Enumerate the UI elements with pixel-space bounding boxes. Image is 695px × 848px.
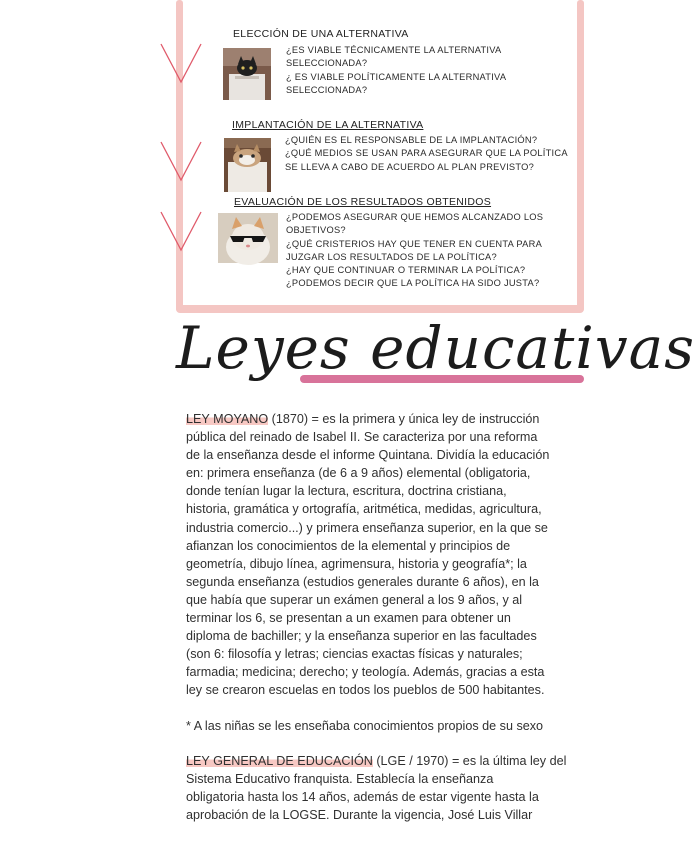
question-line: ¿HAY QUE CONTINUAR O TERMINAR LA POLÍTICA? <box>286 265 526 276</box>
question-line: ¿QUÉ CRISTERIOS HAY QUE TENER EN CUENTA PARA <box>286 238 543 249</box>
paragraph-line: afianzan los conocimientos de la elemental y principios de <box>186 538 511 553</box>
page-heading: Leyes educativas <box>176 314 695 382</box>
paragraph-line: donde tenían lugar la lectura, escritura, doctrina cristiana, <box>186 484 507 499</box>
footnote: * A las niñas se les enseñaba conocimientos propios de su sexo <box>186 719 544 733</box>
paragraph-line: obligatoria hasta los 14 años, además de estar vigente hasta la <box>186 790 539 805</box>
cat-photo-1 <box>223 48 271 100</box>
paragraph-line: historia, gramática y ortografía, aritmética, medidas, agricultura, <box>186 502 542 517</box>
chevron-down-icon <box>158 138 204 184</box>
question-line: ¿PODEMOS ASEGURAR QUE HEMOS ALCANZADO LOS <box>286 212 544 222</box>
paragraph-line: Sistema Educativo franquista. Establecía la enseñanza <box>186 772 494 787</box>
cat-photo-2 <box>224 138 271 192</box>
section-questions-implantacion <box>285 134 568 174</box>
section-questions-evaluacion <box>286 211 543 291</box>
paragraph-line: de la enseñanza desde el informe Quintana. Dividía la educación <box>186 448 550 463</box>
paragraph-line: segunda enseñanza (estudios generales durante 6 años), en la <box>186 574 539 589</box>
paragraph-line: (son 6: filosofía y letras; ciencias exactas físicas y naturales; <box>186 647 523 662</box>
cat-photo-3 <box>218 213 278 263</box>
paragraph-line: que había que superar un exámen general a los 9 años, y al <box>186 592 523 607</box>
paragraph-line: en: primera enseñanza (de 6 a 9 años) elemental (obligatoria, <box>186 466 531 481</box>
paragraph-line-text: (LGE / 1970) = es la última ley del <box>372 754 567 768</box>
law-moyano-paragraph <box>186 410 586 700</box>
frame-right-border <box>577 0 584 312</box>
question-line: SE LLEVA A CABO DE ACUERDO AL PLAN PREVISTO? <box>285 161 535 172</box>
paragraph-line-text: (1870) = es la primera y única ley de instrucción <box>268 412 540 426</box>
question-line: ¿QUIÉN ES EL RESPONSABLE DE LA IMPLANTACIÓN? <box>285 135 538 145</box>
section-title-evaluacion: EVALUACIÓN DE LOS RESULTADOS OBTENIDOS <box>234 196 492 208</box>
question-line: SELECCIONADA? <box>286 84 368 95</box>
paragraph-line: diploma de bachiller; y la enseñanza superior en las facultades <box>186 629 537 644</box>
question-line: ¿ES VIABLE TÉCNICAMENTE LA ALTERNATIVA <box>286 45 502 55</box>
question-line: ¿QUÉ MEDIOS SE USAN PARA ASEGURAR QUE LA POLÍTICA <box>285 148 568 159</box>
paragraph-line: industria comercio...) y primera enseñanza superior, en la que se <box>186 520 548 535</box>
paragraph-line: ley se crearon escuelas en todos los pueblos de 500 habitantes. <box>186 683 545 698</box>
question-line: ¿PODEMOS DECIR QUE LA POLÍTICA HA SIDO JUSTA? <box>286 278 540 289</box>
chevron-down-icon <box>158 208 204 254</box>
paragraph-line: terminar los 6, se presentan a un examen para obtener un <box>186 611 511 626</box>
paragraph-line: farmadia; medicina; derecho; y teología. Además, gracias a esta <box>186 665 545 680</box>
law-lge-paragraph <box>186 752 586 824</box>
question-line: ¿ ES VIABLE POLÍTICAMENTE LA ALTERNATIVA <box>286 71 507 82</box>
question-line: JUZGAR LOS RESULTADOS DE LA POLÍTICA? <box>286 251 497 262</box>
paragraph-line: aprobación de la LOGSE. Durante la vigencia, José Luis Villar <box>186 808 533 823</box>
paragraph-line: pública del reinado de Isabel II. Se caracteriza por una reforma <box>186 430 538 445</box>
law-name-highlight: LEY GENERAL DE EDUCACIÓN <box>186 754 373 768</box>
section-title-eleccion: ELECCIÓN DE UNA ALTERNATIVA <box>233 28 409 40</box>
frame-bottom-border <box>176 305 584 313</box>
law-name-highlight: LEY MOYANO <box>186 412 269 426</box>
question-line: SELECCIONADA? <box>286 58 368 69</box>
paragraph-line: geometría, dibujo línea, agrimensura, historia y geografía*; la <box>186 556 527 571</box>
section-questions-eleccion <box>286 44 506 97</box>
section-title-implantacion: IMPLANTACIÓN DE LA ALTERNATIVA <box>232 119 424 131</box>
question-line: OBJETIVOS? <box>286 225 346 236</box>
chevron-down-icon <box>158 40 204 86</box>
paragraph-line <box>186 752 586 770</box>
paragraph-line <box>186 410 586 428</box>
